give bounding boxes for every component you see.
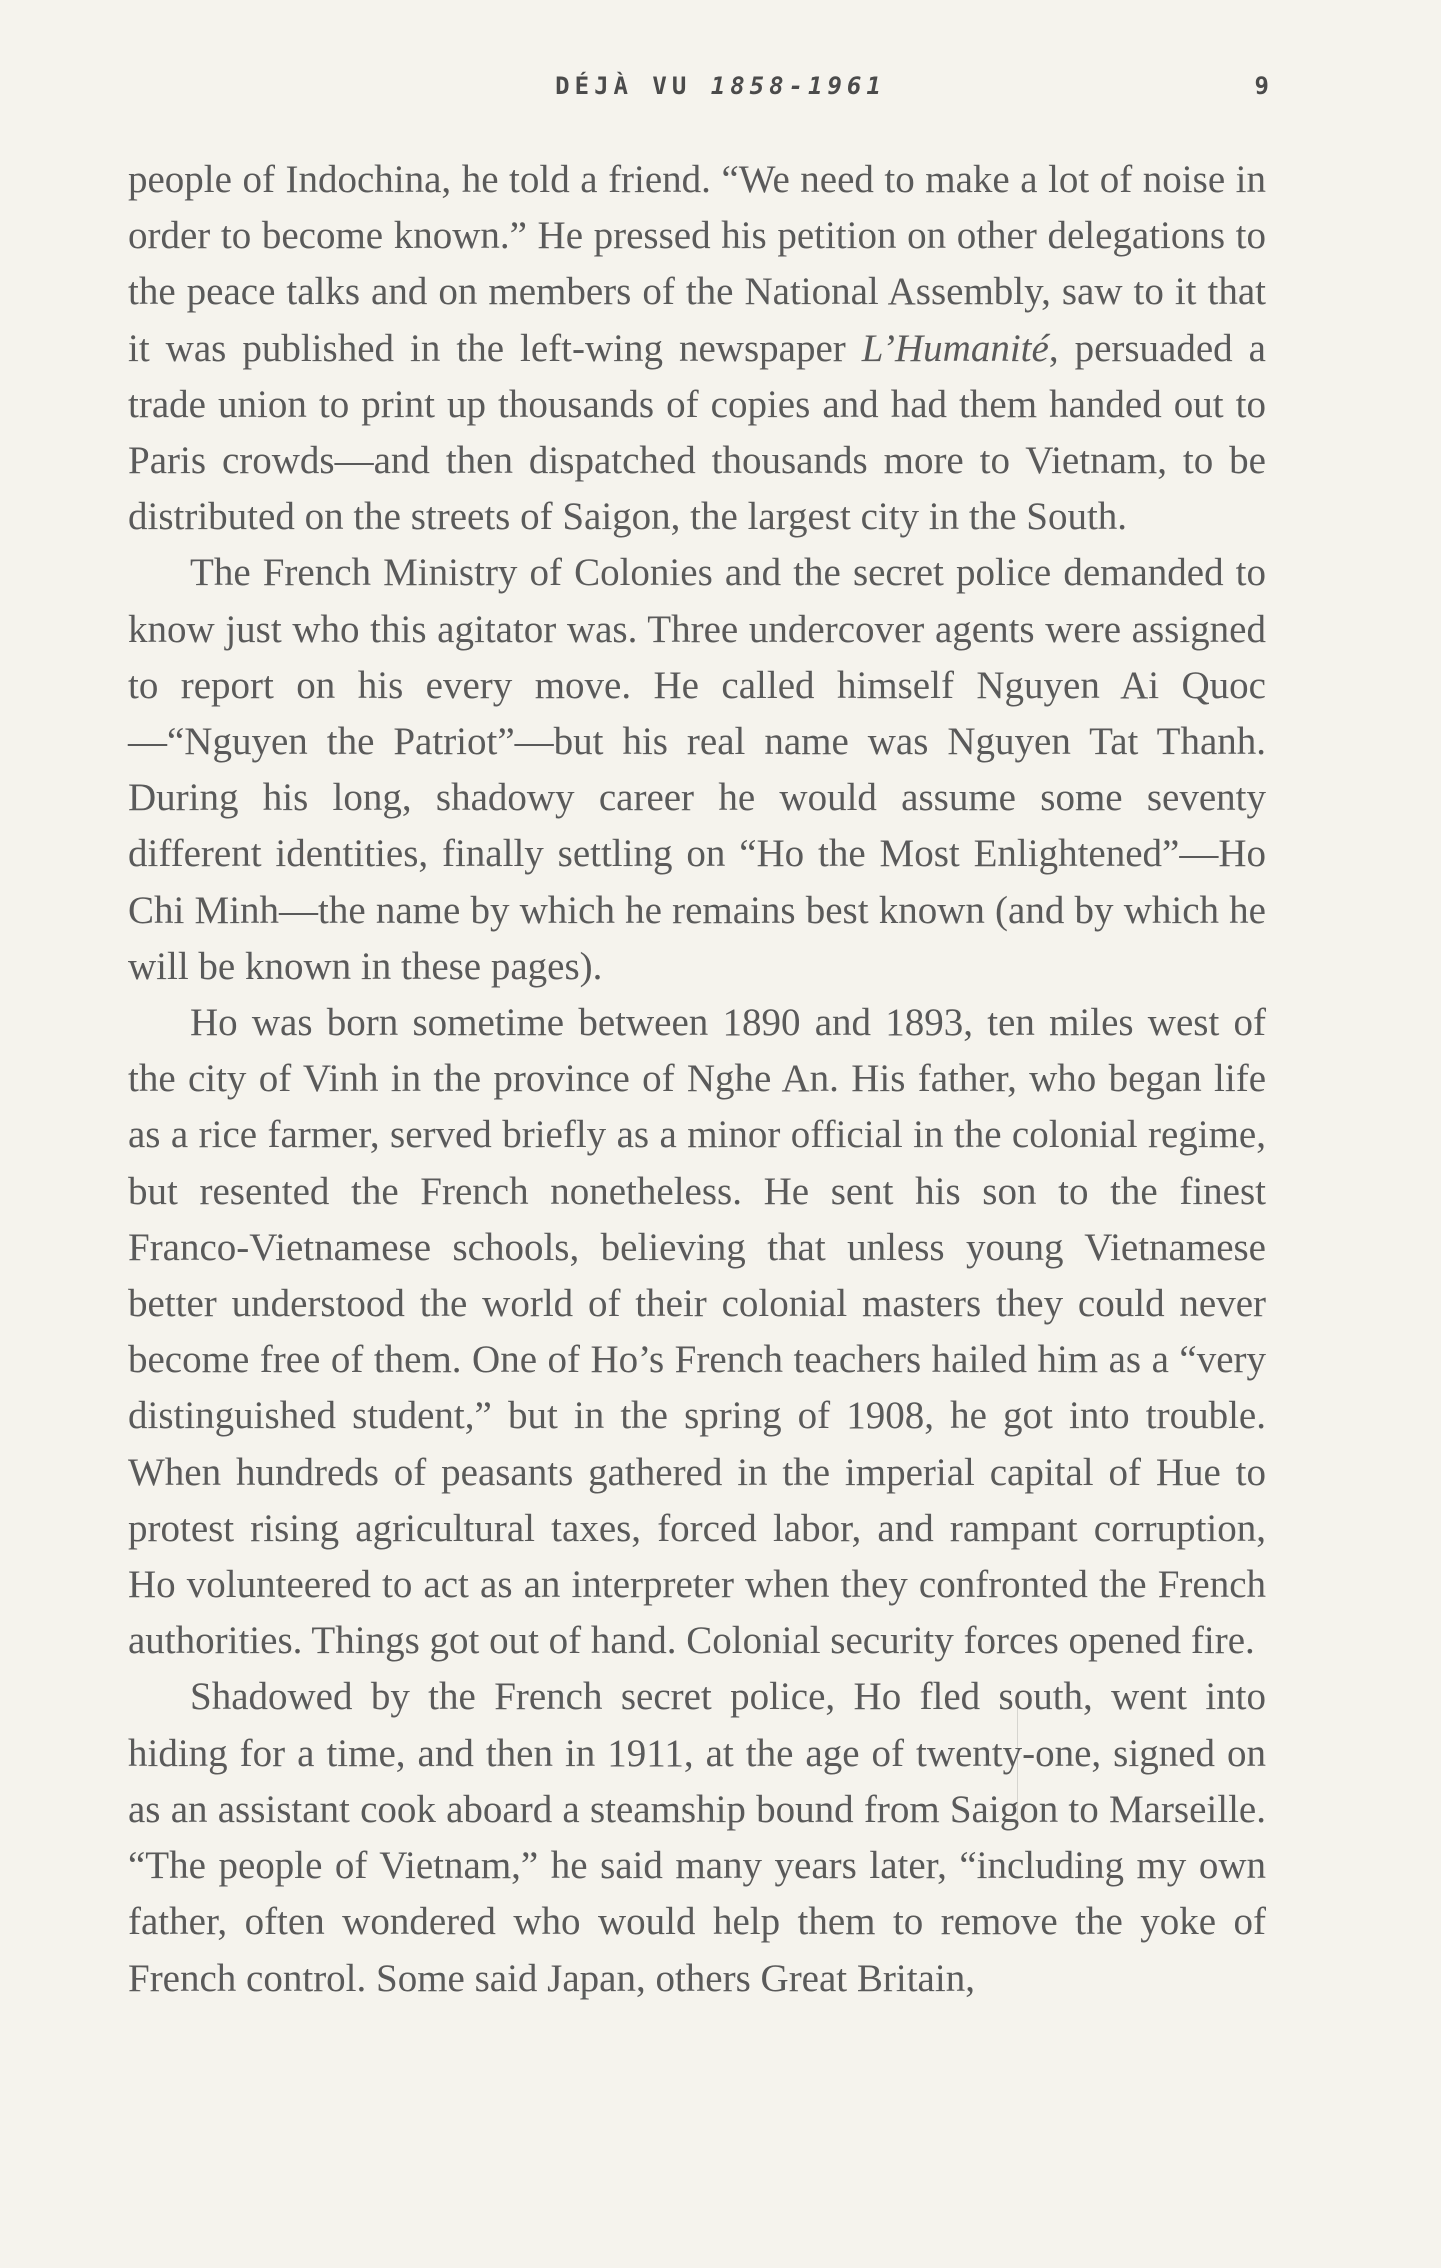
running-title-years: 1858-1961: [710, 72, 886, 100]
newspaper-title: L’Humanité: [861, 326, 1049, 370]
running-head: [0, 72, 1441, 112]
running-title-text: DÉJÀ VU: [555, 72, 692, 100]
page-number: 9: [1254, 72, 1269, 100]
paragraph-3: Ho was born sometime between 1890 and 1893, ten miles west of the city of Vinh in the province of Nghe An. His father, who began life as a rice farmer, served briefly as a minor official in the colonial regime, but resented the French nonetheless. He sent his son to the finest Franco-Vietnamese schools, believing that unless young Vietnamese better understood the world of their colonial masters they could never become free of them. One of Ho’s French teachers hailed him as a “very distinguished student,” but in the spring of 1908, he got into trouble. When hundreds of peasants gathered in the imperial capital of Hue to protest rising agricultural taxes, forced labor, and rampant corruption, Ho volunteered to act as an interpreter when they confronted the French authorities. Things got out of hand. Colonial security forces opened fire.: [128, 1001, 1266, 1663]
paragraph-1-start: people of Indochina, he told a friend. “We need to make a lot of noise in order to become known.” He pressed his petition on other delegations to the peace talks and on members of the National Assembly, saw to it that it was published in the left-wing newspaper: [128, 158, 1266, 370]
paragraph-2: The French Ministry of Colonies and the secret police demanded to know just who this agitator was. Three undercover agents were assigned to report on his every move. He called himself Nguyen Ai Quoc—“Nguyen the Patriot”—but his real name was Nguyen Tat Thanh. During his long, shadowy career he would assume some seventy different identities, finally settling on “Ho the Most Enlightened”—Ho Chi Minh—the name by which he remains best known (and by which he will be known in these pages).: [128, 551, 1266, 988]
body-text: [128, 152, 1266, 2007]
running-title: [0, 72, 1441, 100]
paragraph-1: [128, 152, 1266, 545]
paragraph-1-end: , persuaded a trade union to print up thousands of copies and had them handed out to Paris crowds—and then dispatched thousands more to Vietnam, to be distributed on the streets of Saigon, the largest city in the South.: [128, 326, 1266, 539]
scan-artifact-line: [1017, 1700, 1018, 1820]
paragraph-4: Shadowed by the French secret police, Ho fled south, went into hiding for a time, and then in 1911, at the age of twenty-one, signed on as an assistant cook aboard a steamship bound from Saigon to Marseille. “The people of Vietnam,” he said many years later, “including my own father, often wondered who would help them to remove the yoke of French control. Some said Japan, others Great Britain,: [128, 1675, 1266, 2000]
